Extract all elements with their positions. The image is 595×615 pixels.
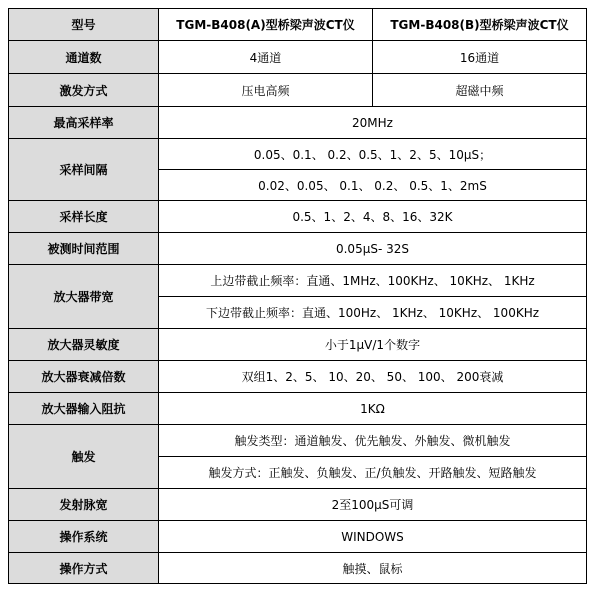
table-row-pulse-width <box>9 489 587 521</box>
table-row-channels <box>9 41 587 74</box>
max-sampling-rate-cell: 20MHz <box>159 107 587 139</box>
sampling-length-cell: 0.5、1、2、4、8、16、32K <box>159 201 587 233</box>
row-label: 放大器输入阻抗 <box>9 393 159 425</box>
sensitivity-cell: 小于1μV/1个数字 <box>159 329 587 361</box>
table-row-operation <box>9 553 587 584</box>
attenuation-cell: 双组1、2、5、 10、20、 50、 100、 200衰减 <box>159 361 587 393</box>
operation-cell: 触摸、鼠标 <box>159 553 587 584</box>
table-header-row <box>9 9 587 41</box>
row-label: 操作系统 <box>9 521 159 553</box>
trigger-line2: 触发方式：正触发、负触发、正/负触发、开路触发、短路触发 <box>159 457 587 489</box>
excitation-b-cell: 超磁中频 <box>373 74 587 107</box>
row-label: 放大器灵敏度 <box>9 329 159 361</box>
row-label: 触发 <box>9 425 159 489</box>
channels-a-cell: 4通道 <box>159 41 373 74</box>
os-cell: WINDOWS <box>159 521 587 553</box>
trigger-line1: 触发类型：通道触发、优先触发、外触发、微机触发 <box>159 425 587 457</box>
bandwidth-line1: 上边带截止频率：直通、1MHz、100KHz、 10KHz、 1KHz <box>159 265 587 297</box>
table-row-sensitivity <box>9 329 587 361</box>
table-row-sampling-interval-1 <box>9 139 587 170</box>
row-label: 被测时间范围 <box>9 233 159 265</box>
header-model-b: TGM-B408(B)型桥梁声波CT仪 <box>373 9 587 41</box>
channels-b-cell: 16通道 <box>373 41 587 74</box>
pulse-width-cell: 2至100μS可调 <box>159 489 587 521</box>
sampling-interval-line1: 0.05、0.1、 0.2、0.5、1、2、5、10μS； <box>159 139 587 170</box>
row-label: 激发方式 <box>9 74 159 107</box>
bandwidth-line2: 下边带截止频率：直通、100Hz、 1KHz、 10KHz、 100KHz <box>159 297 587 329</box>
row-label: 通道数 <box>9 41 159 74</box>
row-label: 放大器带宽 <box>9 265 159 329</box>
table-row-bandwidth-1 <box>9 265 587 297</box>
header-model-a: TGM-B408(A)型桥梁声波CT仪 <box>159 9 373 41</box>
table-row-sampling-length <box>9 201 587 233</box>
spec-table <box>8 8 587 584</box>
table-row-attenuation <box>9 361 587 393</box>
input-impedance-cell: 1KΩ <box>159 393 587 425</box>
row-label: 发射脉宽 <box>9 489 159 521</box>
table-row-time-range <box>9 233 587 265</box>
row-label: 采样长度 <box>9 201 159 233</box>
row-label: 采样间隔 <box>9 139 159 201</box>
table-row-input-impedance <box>9 393 587 425</box>
row-label: 操作方式 <box>9 553 159 584</box>
row-label: 最高采样率 <box>9 107 159 139</box>
sampling-interval-line2: 0.02、0.05、 0.1、 0.2、 0.5、1、2mS <box>159 170 587 201</box>
header-label-cell: 型号 <box>9 9 159 41</box>
excitation-a-cell: 压电高频 <box>159 74 373 107</box>
table-row-max-sampling-rate <box>9 107 587 139</box>
row-label: 放大器衰减倍数 <box>9 361 159 393</box>
table-row-excitation <box>9 74 587 107</box>
table-row-trigger-1 <box>9 425 587 457</box>
table-row-os <box>9 521 587 553</box>
time-range-cell: 0.05μS- 32S <box>159 233 587 265</box>
